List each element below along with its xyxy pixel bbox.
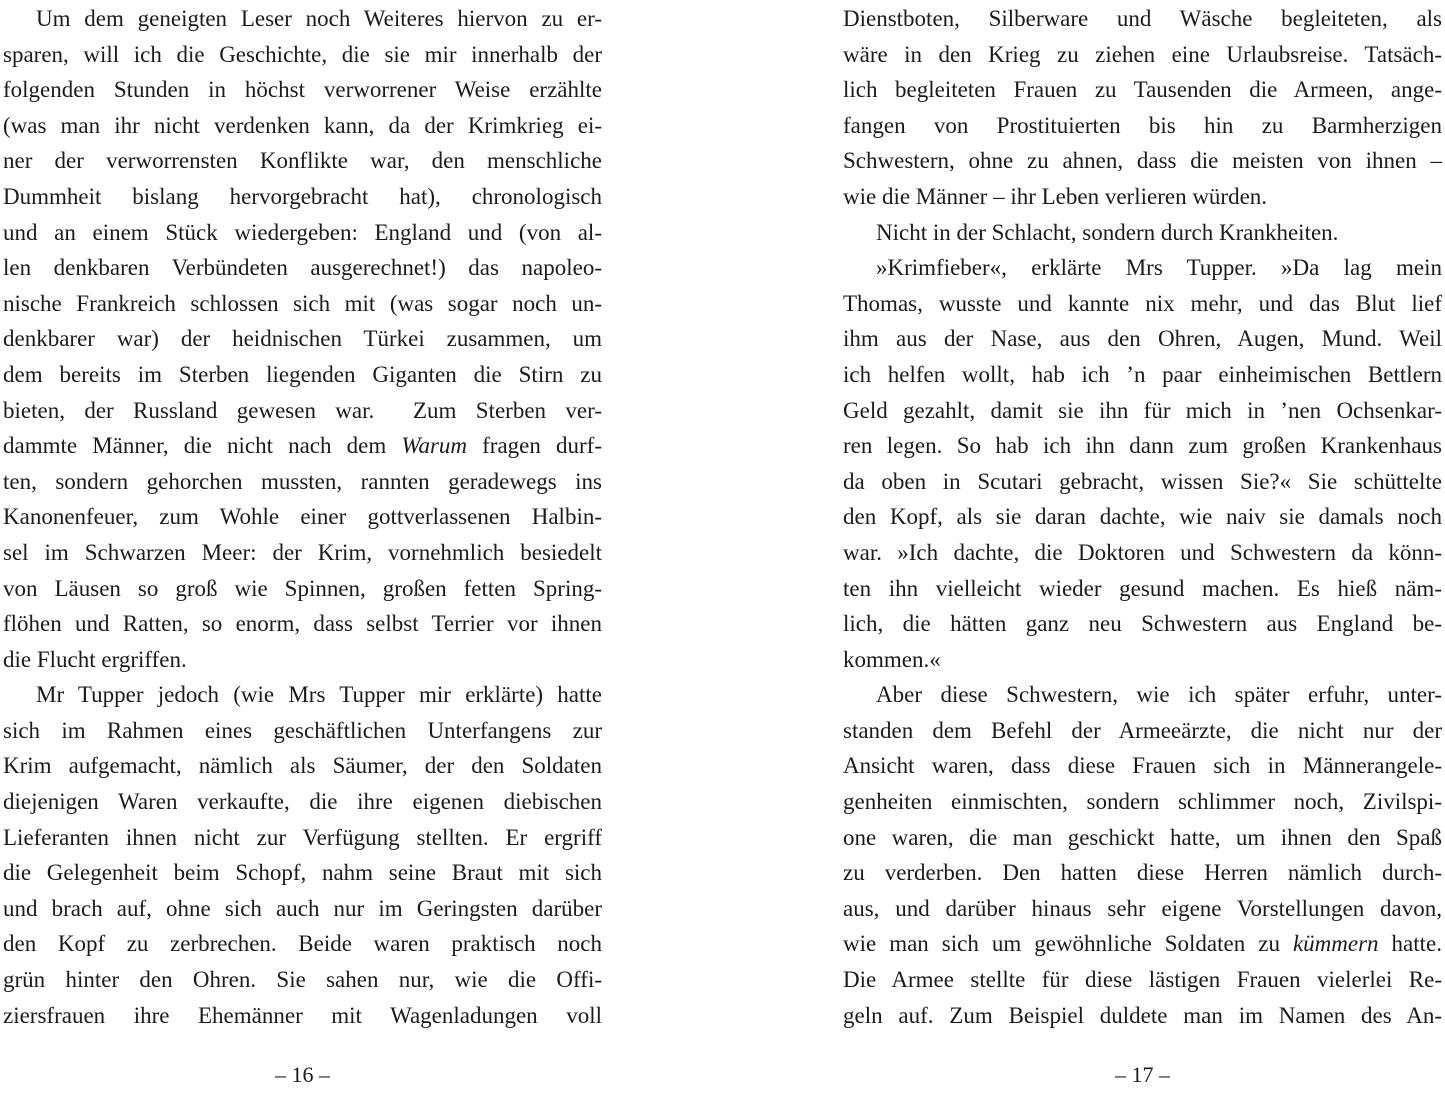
text-line: folgenden Stunden in höchst verworrener Weise erzählte	[3, 77, 602, 103]
text-line: geln auf. Zum Beispiel duldete man im Namen des An-	[843, 1002, 1442, 1028]
text-line: ren legen. So hab ich ihn dann zum großen Krankenhaus	[843, 433, 1442, 459]
text-line: ten ihn vielleicht wieder gesund machen. Es hieß näm-	[843, 575, 1442, 601]
text-line: lich begleiteten Frauen zu Tausenden die Armeen, ange-	[843, 77, 1442, 103]
text-line: »Krimfieber«, erklärte Mrs Tupper. »Da lag mein	[876, 255, 1442, 281]
text-line: lich, die hätten ganz neu Schwestern aus England be-	[843, 611, 1442, 637]
text-line: sel im Schwarzen Meer: der Krim, vornehmlich besiedelt	[3, 539, 602, 565]
book-page-right	[843, 1, 1442, 1087]
text-line: one waren, die man geschickt hatte, um ihnen den Spaß	[843, 824, 1442, 850]
text-line: die Gelegenheit beim Schopf, nahm seine Braut mit sich	[3, 860, 602, 886]
text-line: Nicht in der Schlacht, sondern durch Krankheiten.	[876, 219, 1339, 245]
text-line: Lieferanten ihnen nicht zur Verfügung stellten. Er ergriff	[3, 824, 602, 850]
text-line: Dienstboten, Silberware und Wäsche begleiteten, als	[843, 6, 1442, 31]
text-line: nische Frankreich schlossen sich mit (was sogar noch un-	[3, 290, 602, 316]
text-line: Thomas, wusste und kannte nix mehr, und das Blut lief	[843, 290, 1442, 316]
text-line: dem bereits im Sterben liegenden Giganten die Stirn zu	[3, 361, 602, 387]
text-line: denkbarer war) der heidnischen Türkei zusammen, um	[3, 326, 602, 352]
text-line: und an einem Stück wiedergeben: England und (von al-	[3, 219, 602, 245]
text-line: diejenigen Waren verkaufte, die ihre eigenen diebischen	[3, 789, 602, 815]
text-line: fangen von Prostituierten bis hin zu Barmherzigen	[843, 112, 1442, 138]
text-line: flöhen und Ratten, so enorm, dass selbst Terrier vor ihnen	[3, 611, 602, 637]
text-line: Krim aufgemacht, nämlich als Säumer, der den Soldaten	[3, 753, 602, 779]
text-line: war. »Ich dachte, die Doktoren und Schwestern da könn-	[843, 539, 1442, 565]
text-line: wie man sich um gewöhnliche Soldaten zu kümmern hatte.	[843, 931, 1442, 957]
text-line: ich helfen wollt, hab ich ’n paar einheimischen Bettlern	[843, 361, 1442, 387]
text-line: ziersfrauen ihre Ehemänner mit Wagenladungen voll	[3, 1002, 602, 1028]
text-line: Die Armee stellte für diese lästigen Frauen vielerlei Re-	[843, 967, 1442, 993]
text-line: sich im Rahmen eines geschäftlichen Unterfangens zur	[3, 717, 602, 743]
text-line: sparen, will ich die Geschichte, die sie mir innerhalb der	[3, 41, 602, 67]
text-line: len denkbaren Verbündeten ausgerechnet!) das napoleo-	[3, 255, 602, 281]
text-line: ner der verworrensten Konflikte war, den menschliche	[3, 148, 602, 174]
text-line: Schwestern, ohne zu ahnen, dass die meisten von ihnen –	[843, 148, 1442, 174]
text-line: Geld gezahlt, damit sie ihn für mich in ’nen Ochsenkar-	[843, 397, 1442, 423]
text-line: dammte Männer, die nicht nach dem Warum fragen durf-	[3, 433, 602, 459]
text-line: und brach auf, ohne sich auch nur im Geringsten darüber	[3, 895, 602, 921]
text-line: genheiten einmischten, sondern schlimmer noch, Zivilspi-	[843, 789, 1442, 815]
book-page-left	[3, 1, 602, 1087]
page-text-column-right	[843, 1, 1442, 1033]
text-line: wäre in den Krieg zu ziehen eine Urlaubsreise. Tatsäch-	[843, 41, 1442, 67]
page-number-right: – 17 –	[1115, 1062, 1170, 1087]
text-line: den Kopf zu zerbrechen. Beide waren praktisch noch	[3, 931, 602, 957]
text-line: bieten, der Russland gewesen war. Zum Sterben ver-	[3, 397, 602, 423]
text-line: grün hinter den Ohren. Sie sahen nur, wie die Offi-	[3, 967, 602, 993]
text-line: standen dem Befehl der Armeeärzte, die nicht nur der	[843, 717, 1442, 743]
text-line: ten, sondern gehorchen mussten, rannten geradewegs ins	[3, 468, 602, 494]
text-line: Dummheit bislang hervorgebracht hat), chronologisch	[3, 183, 602, 209]
text-line: da oben in Scutari gebracht, wissen Sie?« Sie schüttelte	[843, 468, 1442, 494]
page-text-column-left	[3, 1, 602, 1033]
text-line: Aber diese Schwestern, wie ich später erfuhr, unter-	[876, 682, 1442, 708]
text-line: wie die Männer – ihr Leben verlieren würden.	[843, 183, 1268, 209]
text-line: von Läusen so groß wie Spinnen, großen fetten Spring-	[3, 575, 602, 601]
page-number-left: – 16 –	[275, 1062, 330, 1087]
text-line: die Flucht ergriffen.	[3, 646, 187, 672]
text-line: zu verderben. Den hatten diese Herren nämlich durch-	[843, 860, 1442, 886]
text-line: den Kopf, als sie daran dachte, wie naiv sie damals noch	[843, 504, 1442, 530]
text-line: Ansicht waren, dass diese Frauen sich in Männerangele-	[843, 753, 1442, 779]
text-line: Mr Tupper jedoch (wie Mrs Tupper mir erklärte) hatte	[36, 682, 602, 708]
text-line: kommen.«	[843, 646, 941, 672]
text-line: Um dem geneigten Leser noch Weiteres hiervon zu er-	[36, 6, 602, 31]
text-line: ihm aus der Nase, aus den Ohren, Augen, Mund. Weil	[843, 326, 1442, 352]
text-line: Kanonenfeuer, zum Wohle einer gottverlassenen Halbin-	[3, 504, 602, 530]
text-line: aus, und darüber hinaus sehr eigene Vorstellungen davon,	[843, 895, 1442, 921]
text-line: (was man ihr nicht verdenken kann, da der Krimkrieg ei-	[3, 112, 602, 138]
